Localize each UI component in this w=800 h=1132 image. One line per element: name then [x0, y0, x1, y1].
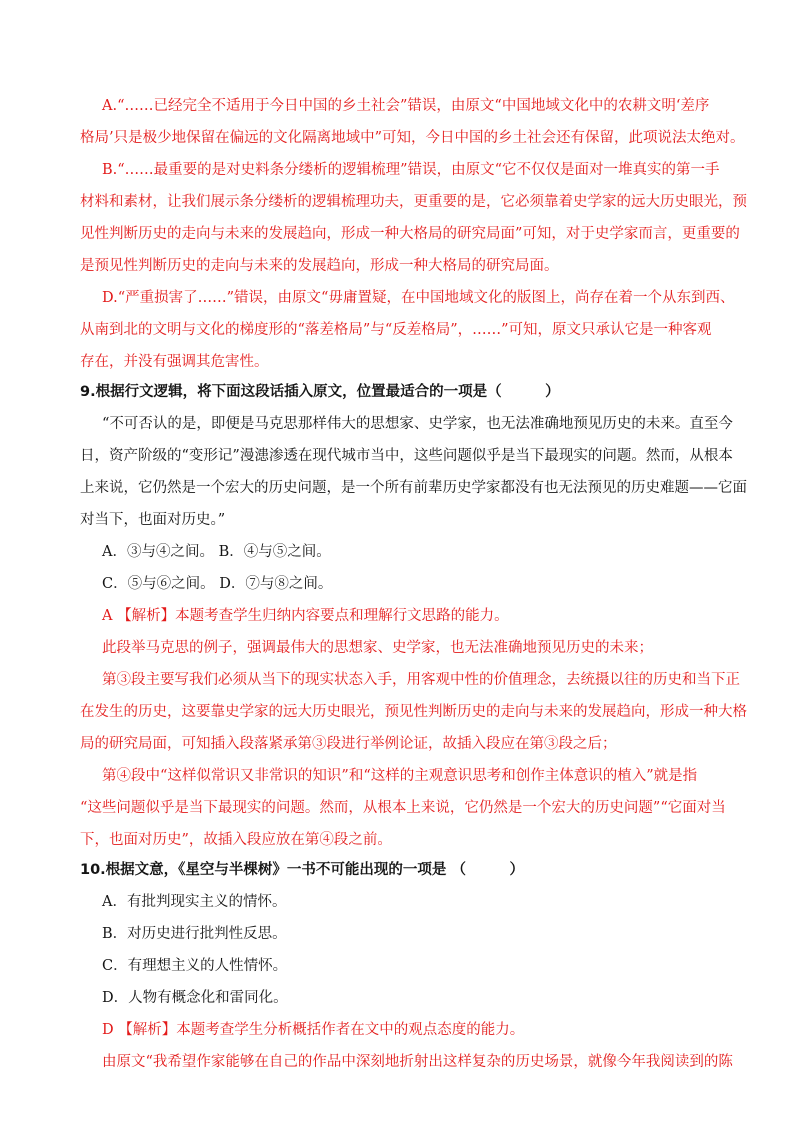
q9-explain-line-7: 下，也面对历史”，故插入段应放在第④段之前。 — [80, 832, 392, 848]
q9-explain-line-1: 此段举马克思的例子，强调最伟大的思想家、史学家，也无法准确地预见历史的未来； — [102, 640, 653, 656]
q9-passage-line-1: “不可否认的是，即便是马克思那样伟大的思想家、史学家，也无法准确地预见历史的未来。直至今 — [102, 416, 733, 432]
q9-options-line-1: A．③与④之间。 B．④与⑤之间。 — [102, 544, 331, 560]
q9-explain-line-3: 在发生的历史，这要靠史学家的远大历史眼光，预见性判断历史的走向与未来的发展趋向，形成一种大格 — [80, 704, 747, 720]
q9-passage-line-2: 日，资产阶级的“变形记”漫漶渗透在现代城市当中，这些问题似乎是当下最现实的问题。然而，从根本 — [80, 448, 733, 464]
q9-explain-line-6: “这些问题似乎是当下最现实的问题。然而，从根本上来说，它仍然是一个宏大的历史问题”“它面对当 — [80, 800, 726, 816]
q10-explain-line-1: 由原文“我希望作家能够在自己的作品中深刻地折射出这样复杂的历史场景，就像今年我阅读到的陈 — [102, 1054, 733, 1070]
analysis-b-line-1: B.“……最重要的是对史料条分缕析的逻辑梳理”错误，由原文“它不仅仅是面对一堆真实的第一手 — [102, 162, 720, 178]
analysis-d-line-1: D.“严重损害了……”错误，由原文“毋庸置疑，在中国地域文化的版图上，尚存在着一个从东到西、 — [102, 290, 735, 306]
q10-option-d: D．人物有概念化和雷同化。 — [102, 990, 288, 1006]
q9-explain-line-4: 局的研究局面，可知插入段落紧承第③段进行举例论证，故插入段应在第③段之后； — [80, 736, 617, 752]
analysis-b-line-4: 是预见性判断历史的走向与未来的发展趋向，形成一种大格局的研究局面。 — [80, 258, 559, 274]
q9-answer: A 【解析】本题考查学生归纳内容要点和理解行文思路的能力。 — [102, 608, 509, 624]
q9-passage-line-4: 对当下，也面对历史。” — [80, 512, 226, 528]
q10-option-b: B．对历史进行批判性反思。 — [102, 926, 287, 942]
analysis-d-line-2: 从南到北的文明与文化的梯度形的“落差格局”与“反差格局”，……”可知，原文只承认它是一种客观 — [80, 322, 712, 338]
q9-stem: 9.根据行文逻辑，将下面这段话插入原文，位置最适合的一项是（ ） — [80, 384, 560, 400]
q9-explain-line-5: 第④段中“这样似常识又非常识的知识”和“这样的主观意识思考和创作主体意识的植入”就是指 — [102, 768, 698, 784]
analysis-a-line-2: 格局’只是极少地保留在偏远的文化隔离地域中”可知，今日中国的乡土社会还有保留，此项说法太绝对。 — [80, 130, 745, 146]
q10-answer: D 【解析】本题考查学生分析概括作者在文中的观点态度的能力。 — [102, 1022, 525, 1038]
q9-passage-line-3: 上来说，它仍然是一个宏大的历史问题，是一个所有前辈历史学家都没有也无法预见的历史难题——它面 — [80, 480, 747, 496]
q10-option-c: C．有理想主义的人性情怀。 — [102, 958, 288, 974]
analysis-a-line-1: A.“……已经完全不适用于今日中国的乡土社会”错误，由原文“中国地域文化中的农耕文明‘差序 — [102, 98, 710, 114]
analysis-d-line-3: 存在，并没有强调其危害性。 — [80, 354, 269, 370]
q9-options-line-2: C．⑤与⑥之间。 D．⑦与⑧之间。 — [102, 576, 333, 592]
q9-explain-line-2: 第③段主要写我们必须从当下的现实状态入手，用客观中性的价值理念，去统摄以往的历史和当下正 — [102, 672, 740, 688]
analysis-b-line-3: 见性判断历史的走向与未来的发展趋向，形成一种大格局的研究局面”可知，对于史学家而言，更重要的 — [80, 226, 740, 242]
analysis-b-line-2: 材料和素材，让我们展示条分缕析的逻辑梳理功夫，更重要的是，它必须靠着史学家的远大历史眼光，预 — [80, 194, 747, 210]
q10-stem: 10.根据文意，《星空与半棵树》一书不可能出现的一项是 （ ） — [80, 862, 524, 878]
q10-option-a: A．有批判现实主义的情怀。 — [102, 894, 287, 910]
